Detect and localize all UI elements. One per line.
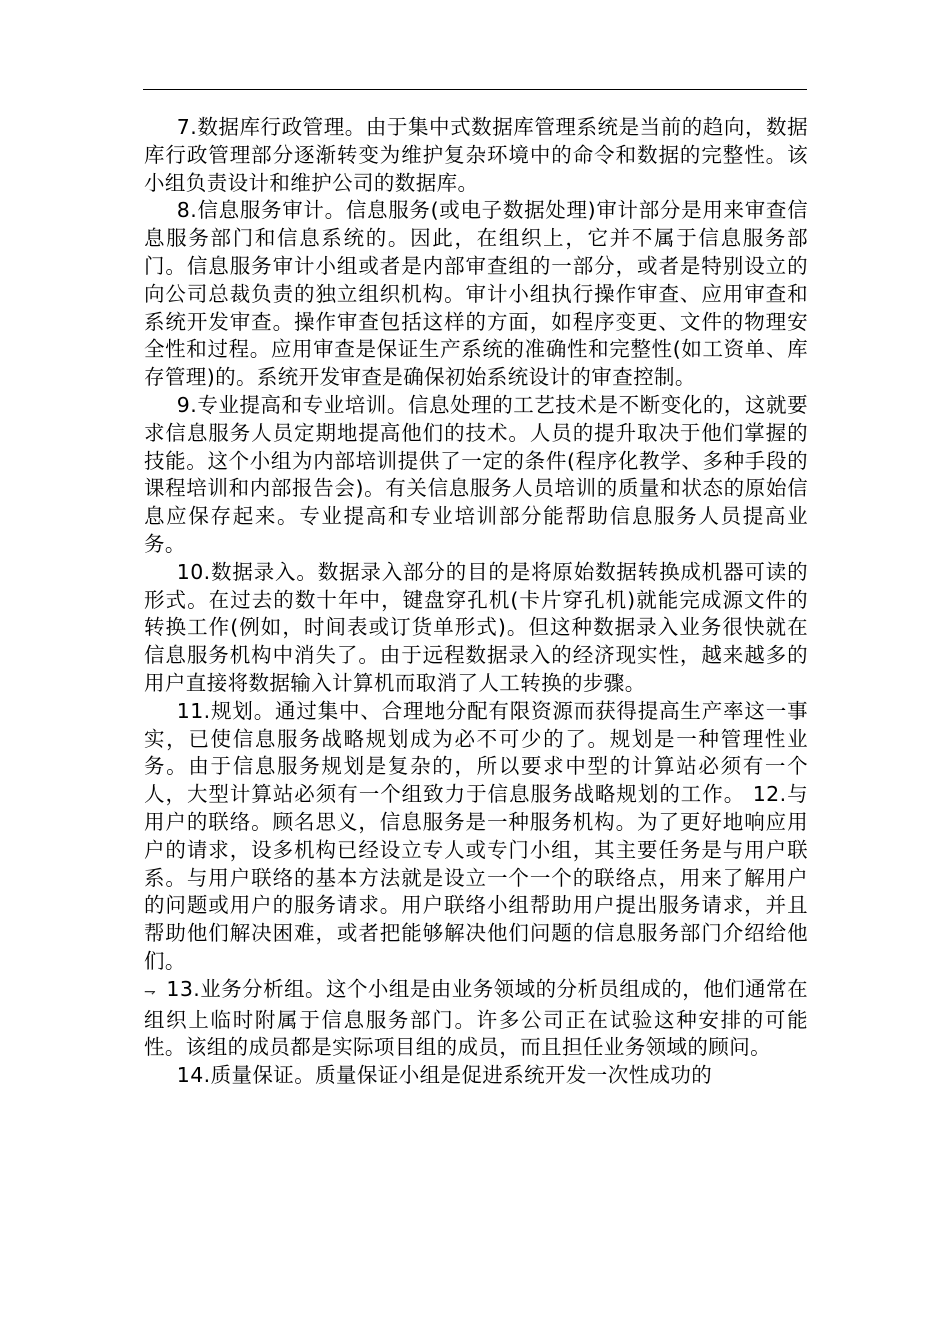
- paragraph-7: 7.数据库行政管理。由于集中式数据库管理系统是当前的趋向，数据库行政管理部分逐渐转变为维护复杂环境中的命令和数据的完整性。该小组负责设计和维护公司的数据库。: [144, 115, 808, 195]
- paragraph-mark-icon: ⇁: [144, 983, 156, 1000]
- paragraph-13-text: 13.业务分析组。这个小组是由业务领域的分析员组成的，他们通常在组织上临时附属于信息服务部门。许多公司正在试验这种安排的可能性。该组的成员都是实际项目组的成员，而且担任业务领域的顾问。: [144, 976, 808, 1060]
- body-text: [144, 114, 808, 1090]
- paragraph-13: [144, 976, 808, 1062]
- paragraph-14: 14.质量保证。质量保证小组是促进系统开发一次性成功的: [176, 1063, 713, 1088]
- paragraph-8: 8.信息服务审计。信息服务(或电子数据处理)审计部分是用来审查信息服务部门和信息系统的。因此，在组织上，它并不属于信息服务部门。信息服务审计小组或者是内部审查组的一部分，或者是特别设立的向公司总裁负责的独立组织机构。审计小组执行操作审查、应用审查和系统开发审查。操作审查包括这样的方面，如程序变更、文件的物理安全性和过程。应用审查是保证生产系统的准确性和完整性(如工资单、库存管理)的。系统开发审查是确保初始系统设计的审查控制。: [144, 198, 808, 390]
- header-rule: [143, 89, 807, 90]
- paragraph-11-12: 11.规划。通过集中、合理地分配有限资源而获得提高生产率这一事实，已使信息服务战略规划成为必不可少的了。规划是一种管理性业务。由于信息服务规划是复杂的，所以要求中型的计算站必须有一个人，大型计算站必须有一个组致力于信息服务战略规划的工作。 12.与用户的联络。顾名思义，信息服务是一种服务机构。为了更好地响应用户的请求，设多机构已经设立专人或专门小组，其主要任务是与用户联系。与用户联络的基本方法就是设立一个一个的联络点，用来了解用户的问题或用户的服务请求。用户联络小组帮助用户提出服务请求，并且帮助他们解决困难，或者把能够解决他们问题的信息服务部门介绍给他们。: [144, 698, 808, 973]
- paragraph-10: 10.数据录入。数据录入部分的目的是将原始数据转换成机器可读的形式。在过去的数十年中，键盘穿孔机(卡片穿孔机)就能完成源文件的转换工作(例如，时间表或订货单形式)。但这种数据录入业务很快就在信息服务机构中消失了。由于远程数据录入的经济现实性，越来越多的用户直接将数据输入计算机而取消了人工转换的步骤。: [144, 559, 808, 695]
- paragraph-9: 9.专业提高和专业培训。信息处理的工艺技术是不断变化的，这就要求信息服务人员定期地提高他们的技术。人员的提升取决于他们掌握的技能。这个小组为内部培训提供了一定的条件(程序化教学、多种手段的课程培训和内部报告会)。有关信息服务人员培训的质量和状态的原始信息应保存起来。专业提高和专业培训部分能帮助信息服务人员提高业务。: [144, 392, 808, 556]
